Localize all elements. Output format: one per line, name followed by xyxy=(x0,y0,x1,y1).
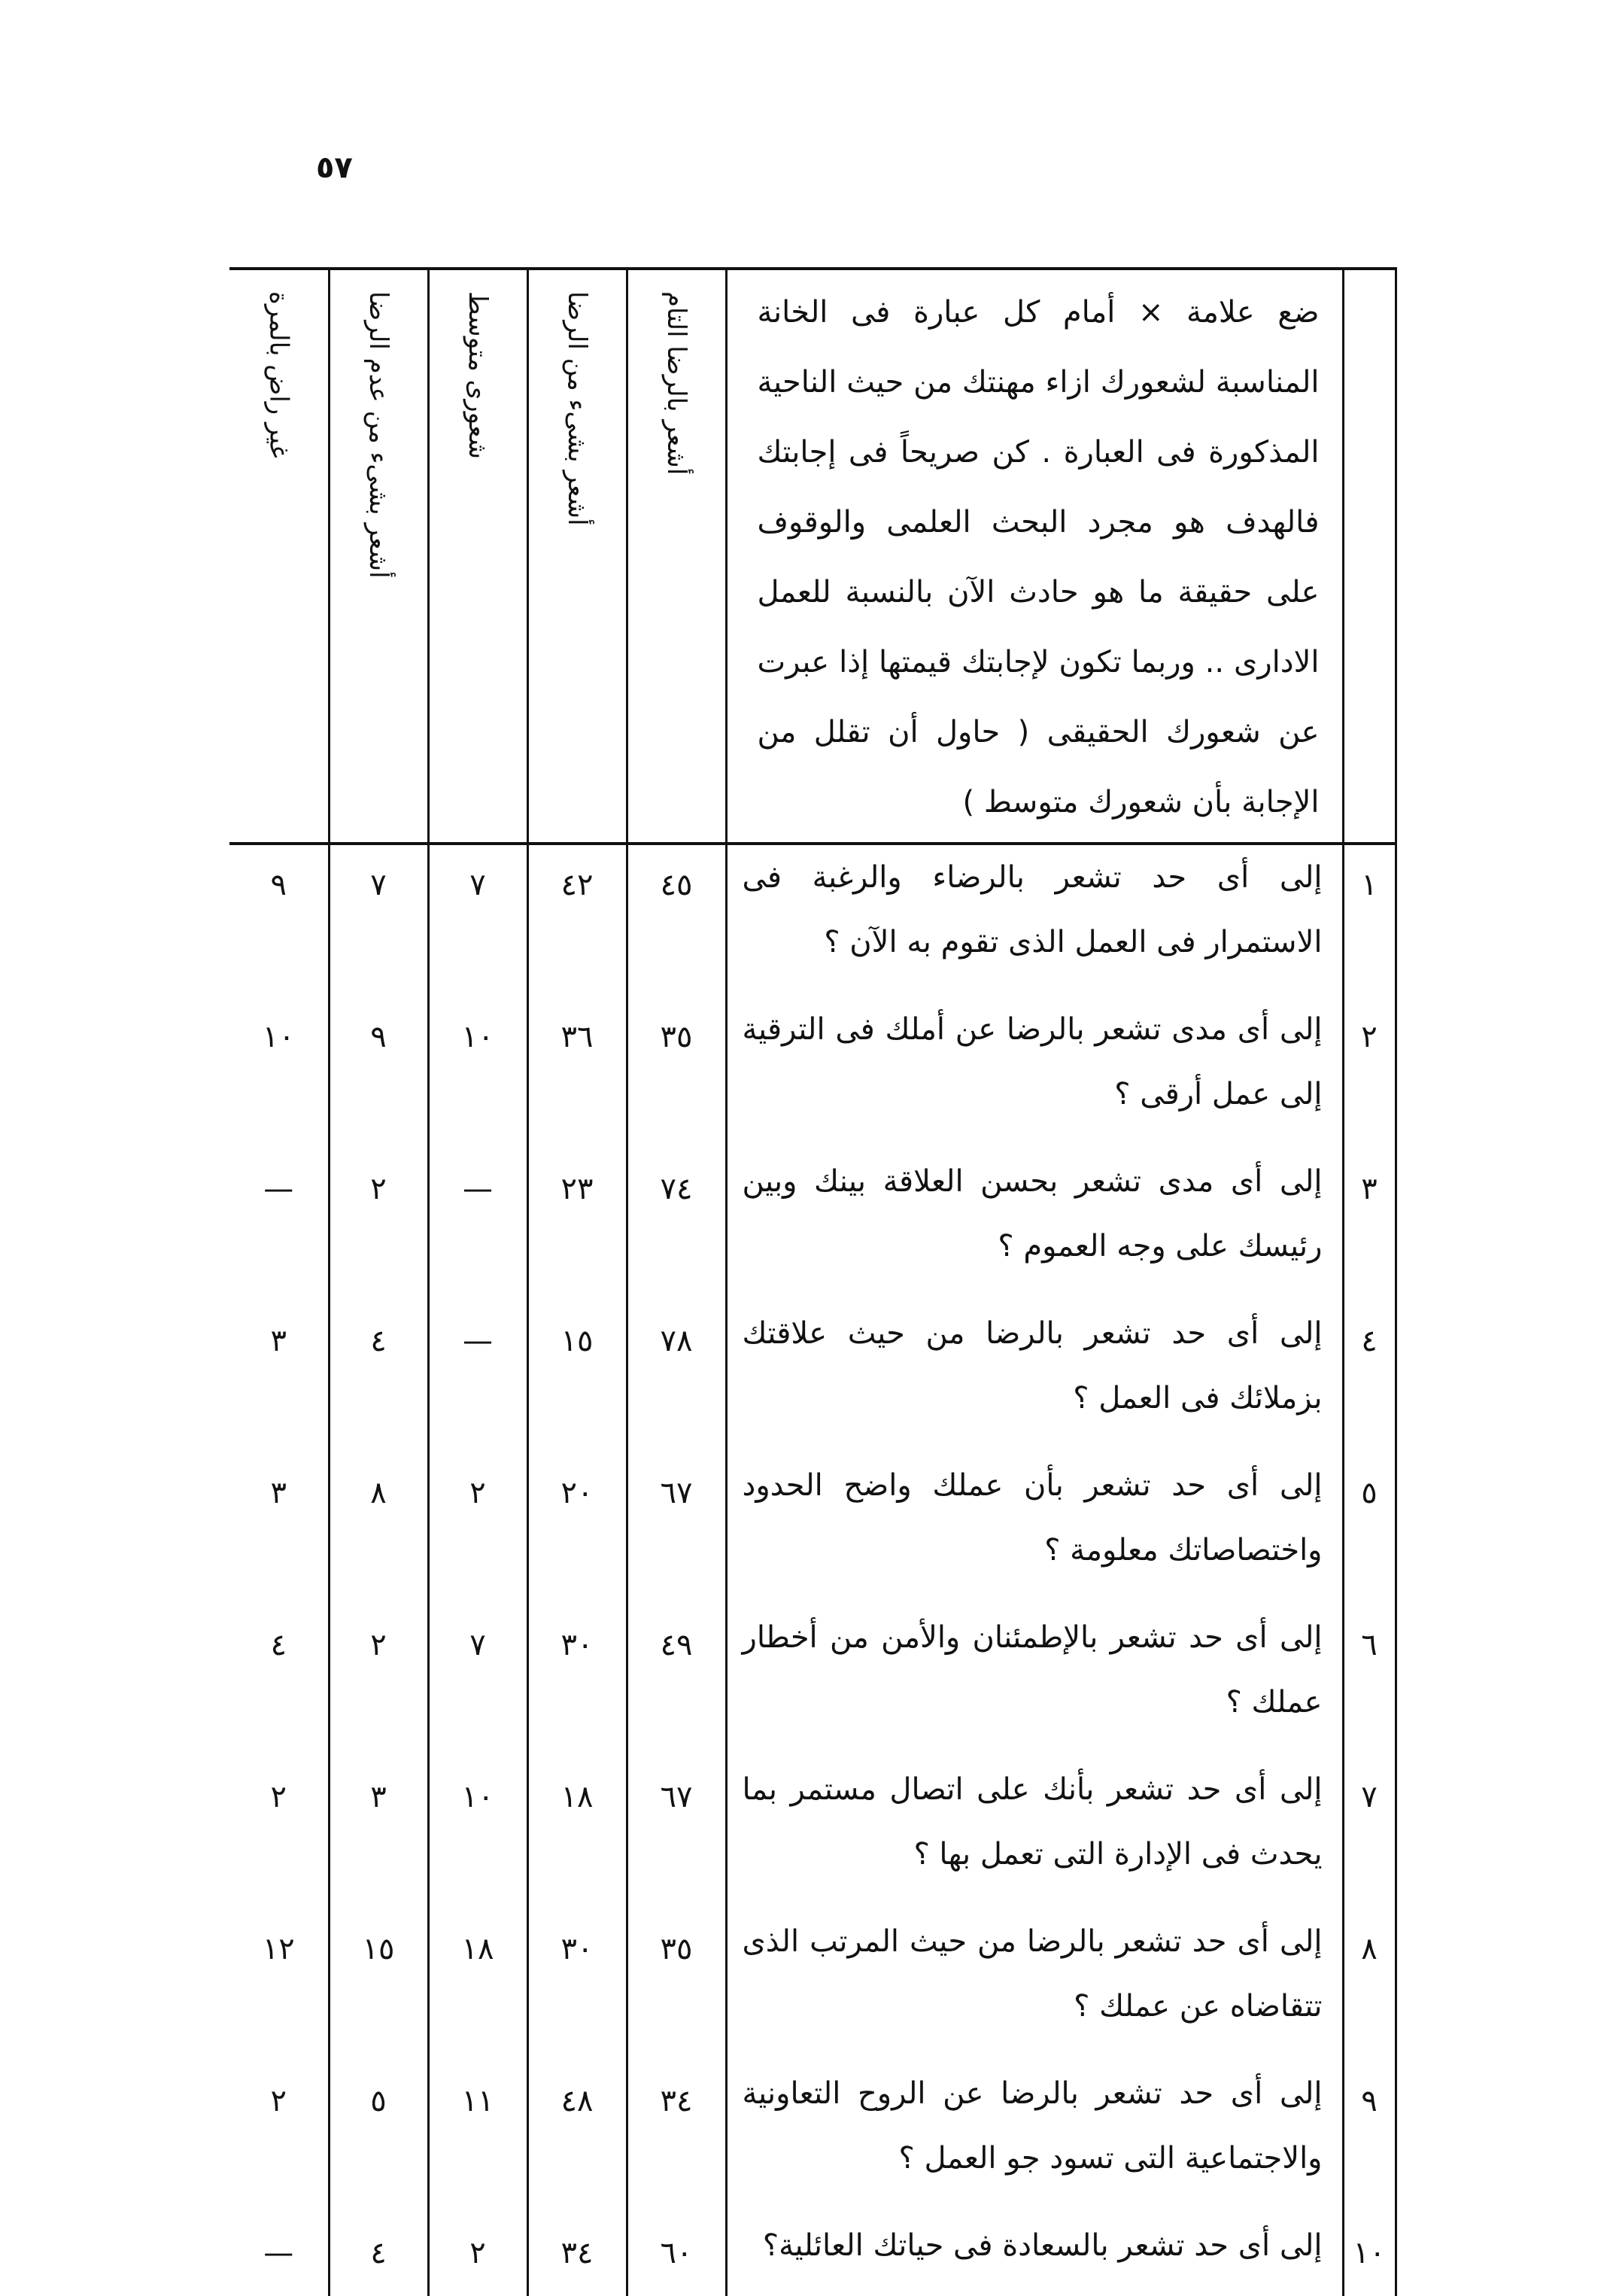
value-cell: ٣ xyxy=(270,1324,287,1358)
table-row xyxy=(229,844,1396,997)
value-cell: ٩ xyxy=(270,868,287,902)
value-cell: ١٨ xyxy=(428,1909,527,2061)
value-cell: ٣ xyxy=(329,1757,428,1909)
value-cell: — xyxy=(263,2236,294,2270)
value-cell: ٧٨ xyxy=(627,1301,726,1453)
value-cell: ٣٥ xyxy=(627,1909,726,2061)
table-row xyxy=(229,1757,1396,1909)
value-cell: ٢٣ xyxy=(527,1149,627,1301)
table-row xyxy=(229,2061,1396,2213)
value-cell: ٧ xyxy=(428,844,527,997)
column-header-not-satisfied xyxy=(229,269,329,844)
table-row xyxy=(229,1301,1396,1453)
instructions-cell xyxy=(726,269,1343,844)
header-number-cell xyxy=(1343,269,1396,844)
row-number: ٤ xyxy=(1343,1301,1396,1453)
question-text: إلى أى حد تشعر بالرضا عن الروح التعاونية والاجتماعية التى تسود جو العمل ؟ xyxy=(726,2061,1343,2213)
row-number: ٣ xyxy=(1343,1149,1396,1301)
row-number: ٦ xyxy=(1343,1605,1396,1757)
value-cell: — xyxy=(263,1172,294,1206)
instructions-text: ضع علامة × أمام كل عبارة فى الخانة المناسبة لشعورك ازاء مهنتك من حيث الناحية المذكورة فى العبارة . كن صريحاً فى إجابتك فالهدف هو مجرد البحث العلمى والوقوف على حقيقة ما هو حادث الآن بالنسبة للعمل الادارى .. وربما تكون لإجابتك قيمتها إذا عبرت عن شعورك الحقيقى ( حاول أن تقلل من الإجابة بأن شعورك متوسط ) xyxy=(757,295,1320,820)
value-cell: ٣٦ xyxy=(527,997,627,1149)
table-row xyxy=(229,1149,1396,1301)
column-header-label: شعورى متوسط xyxy=(463,291,493,460)
value-cell: ٤٩ xyxy=(627,1605,726,1757)
column-header-label: أشعر بالرضا التام xyxy=(661,291,691,476)
row-number: ٩ xyxy=(1343,2061,1396,2213)
column-header-label: أشعر بشىء من الرضا xyxy=(562,291,592,526)
value-cell: ٦٧ xyxy=(627,1453,726,1605)
value-cell: ٢ xyxy=(270,1780,287,1814)
question-text: إلى أى حد تشعر بأن عملك واضح الحدود واختصاصاتك معلومة ؟ xyxy=(726,1453,1343,1605)
value-cell: ٢٠ xyxy=(527,1453,627,1605)
value-cell: — xyxy=(428,1149,527,1301)
question-text: إلى أى حد تشعر بالرضا من حيث المرتب الذى تتقاضاه عن عملك ؟ xyxy=(726,1909,1343,2061)
survey-table xyxy=(229,267,1397,2296)
value-cell: ١٥ xyxy=(329,1909,428,2061)
column-header-full-satisfaction xyxy=(627,269,726,844)
question-text: إلى أى حد تشعر بأنك على اتصال مستمر بما يحدث فى الإدارة التى تعمل بها ؟ xyxy=(726,1757,1343,1909)
value-cell: ٢ xyxy=(270,2084,287,2118)
row-number: ١ xyxy=(1343,844,1396,997)
value-cell: ٣٠ xyxy=(527,1909,627,2061)
column-header-neutral xyxy=(428,269,527,844)
table-row xyxy=(229,2213,1396,2296)
value-cell: ٧٤ xyxy=(627,1149,726,1301)
value-cell: ٣ xyxy=(270,1476,287,1510)
value-cell: ٧ xyxy=(329,844,428,997)
value-cell: ٩ xyxy=(329,997,428,1149)
column-header-label: غير راض بالمرة xyxy=(263,291,294,458)
table-row xyxy=(229,997,1396,1149)
value-cell: ١٠ xyxy=(262,1020,295,1054)
question-text: إلى أى حد تشعر بالسعادة فى حياتك العائلية؟ xyxy=(726,2213,1343,2296)
value-cell: ٢ xyxy=(329,1605,428,1757)
value-cell: ٣٠ xyxy=(527,1605,627,1757)
value-cell: ٨ xyxy=(329,1453,428,1605)
value-cell: ٦٠ xyxy=(627,2213,726,2296)
value-cell: ٣٥ xyxy=(627,997,726,1149)
value-cell: ١٨ xyxy=(527,1757,627,1909)
value-cell: ٤ xyxy=(329,1301,428,1453)
value-cell: ٧ xyxy=(428,1605,527,1757)
row-number: ١٠ xyxy=(1343,2213,1396,2296)
question-text: إلى أى مدى تشعر بالرضا عن أملك فى الترقية إلى عمل أرقى ؟ xyxy=(726,997,1343,1149)
value-cell: ٢ xyxy=(428,2213,527,2296)
table-header-row xyxy=(229,269,1396,844)
table-row xyxy=(229,1605,1396,1757)
value-cell: ١٠ xyxy=(428,997,527,1149)
column-header-some-satisfaction xyxy=(527,269,627,844)
row-number: ٨ xyxy=(1343,1909,1396,2061)
question-text: إلى أى مدى تشعر بحسن العلاقة بينك وبين رئيسك على وجه العموم ؟ xyxy=(726,1149,1343,1301)
table-row xyxy=(229,1453,1396,1605)
question-text: إلى أى حد تشعر بالرضا من حيث علاقتك بزملائك فى العمل ؟ xyxy=(726,1301,1343,1453)
value-cell: ٣٤ xyxy=(527,2213,627,2296)
value-cell: ٢ xyxy=(329,1149,428,1301)
value-cell: ٥ xyxy=(329,2061,428,2213)
value-cell: ١١ xyxy=(428,2061,527,2213)
column-header-some-dissatisfaction xyxy=(329,269,428,844)
value-cell: ٤ xyxy=(270,1628,287,1662)
table-row xyxy=(229,1909,1396,2061)
value-cell: — xyxy=(428,1301,527,1453)
value-cell: ٤ xyxy=(329,2213,428,2296)
row-number: ٢ xyxy=(1343,997,1396,1149)
question-text: إلى أى حد تشعر بالرضاء والرغبة فى الاستمرار فى العمل الذى تقوم به الآن ؟ xyxy=(726,844,1343,997)
value-cell: ١٠ xyxy=(428,1757,527,1909)
value-cell: ٤٨ xyxy=(527,2061,627,2213)
value-cell: ٤٢ xyxy=(527,844,627,997)
column-header-label: أشعر بشىء من عدم الرضا xyxy=(363,291,393,579)
question-text: إلى أى حد تشعر بالإطمئنان والأمن من أخطار عملك ؟ xyxy=(726,1605,1343,1757)
value-cell: ٣٤ xyxy=(627,2061,726,2213)
value-cell: ٦٧ xyxy=(627,1757,726,1909)
value-cell: ٤٥ xyxy=(627,844,726,997)
page-number: ٥٧ xyxy=(316,151,353,185)
row-number: ٥ xyxy=(1343,1453,1396,1605)
value-cell: ٢ xyxy=(428,1453,527,1605)
value-cell: ١٥ xyxy=(527,1301,627,1453)
row-number: ٧ xyxy=(1343,1757,1396,1909)
value-cell: ١٢ xyxy=(262,1932,295,1966)
